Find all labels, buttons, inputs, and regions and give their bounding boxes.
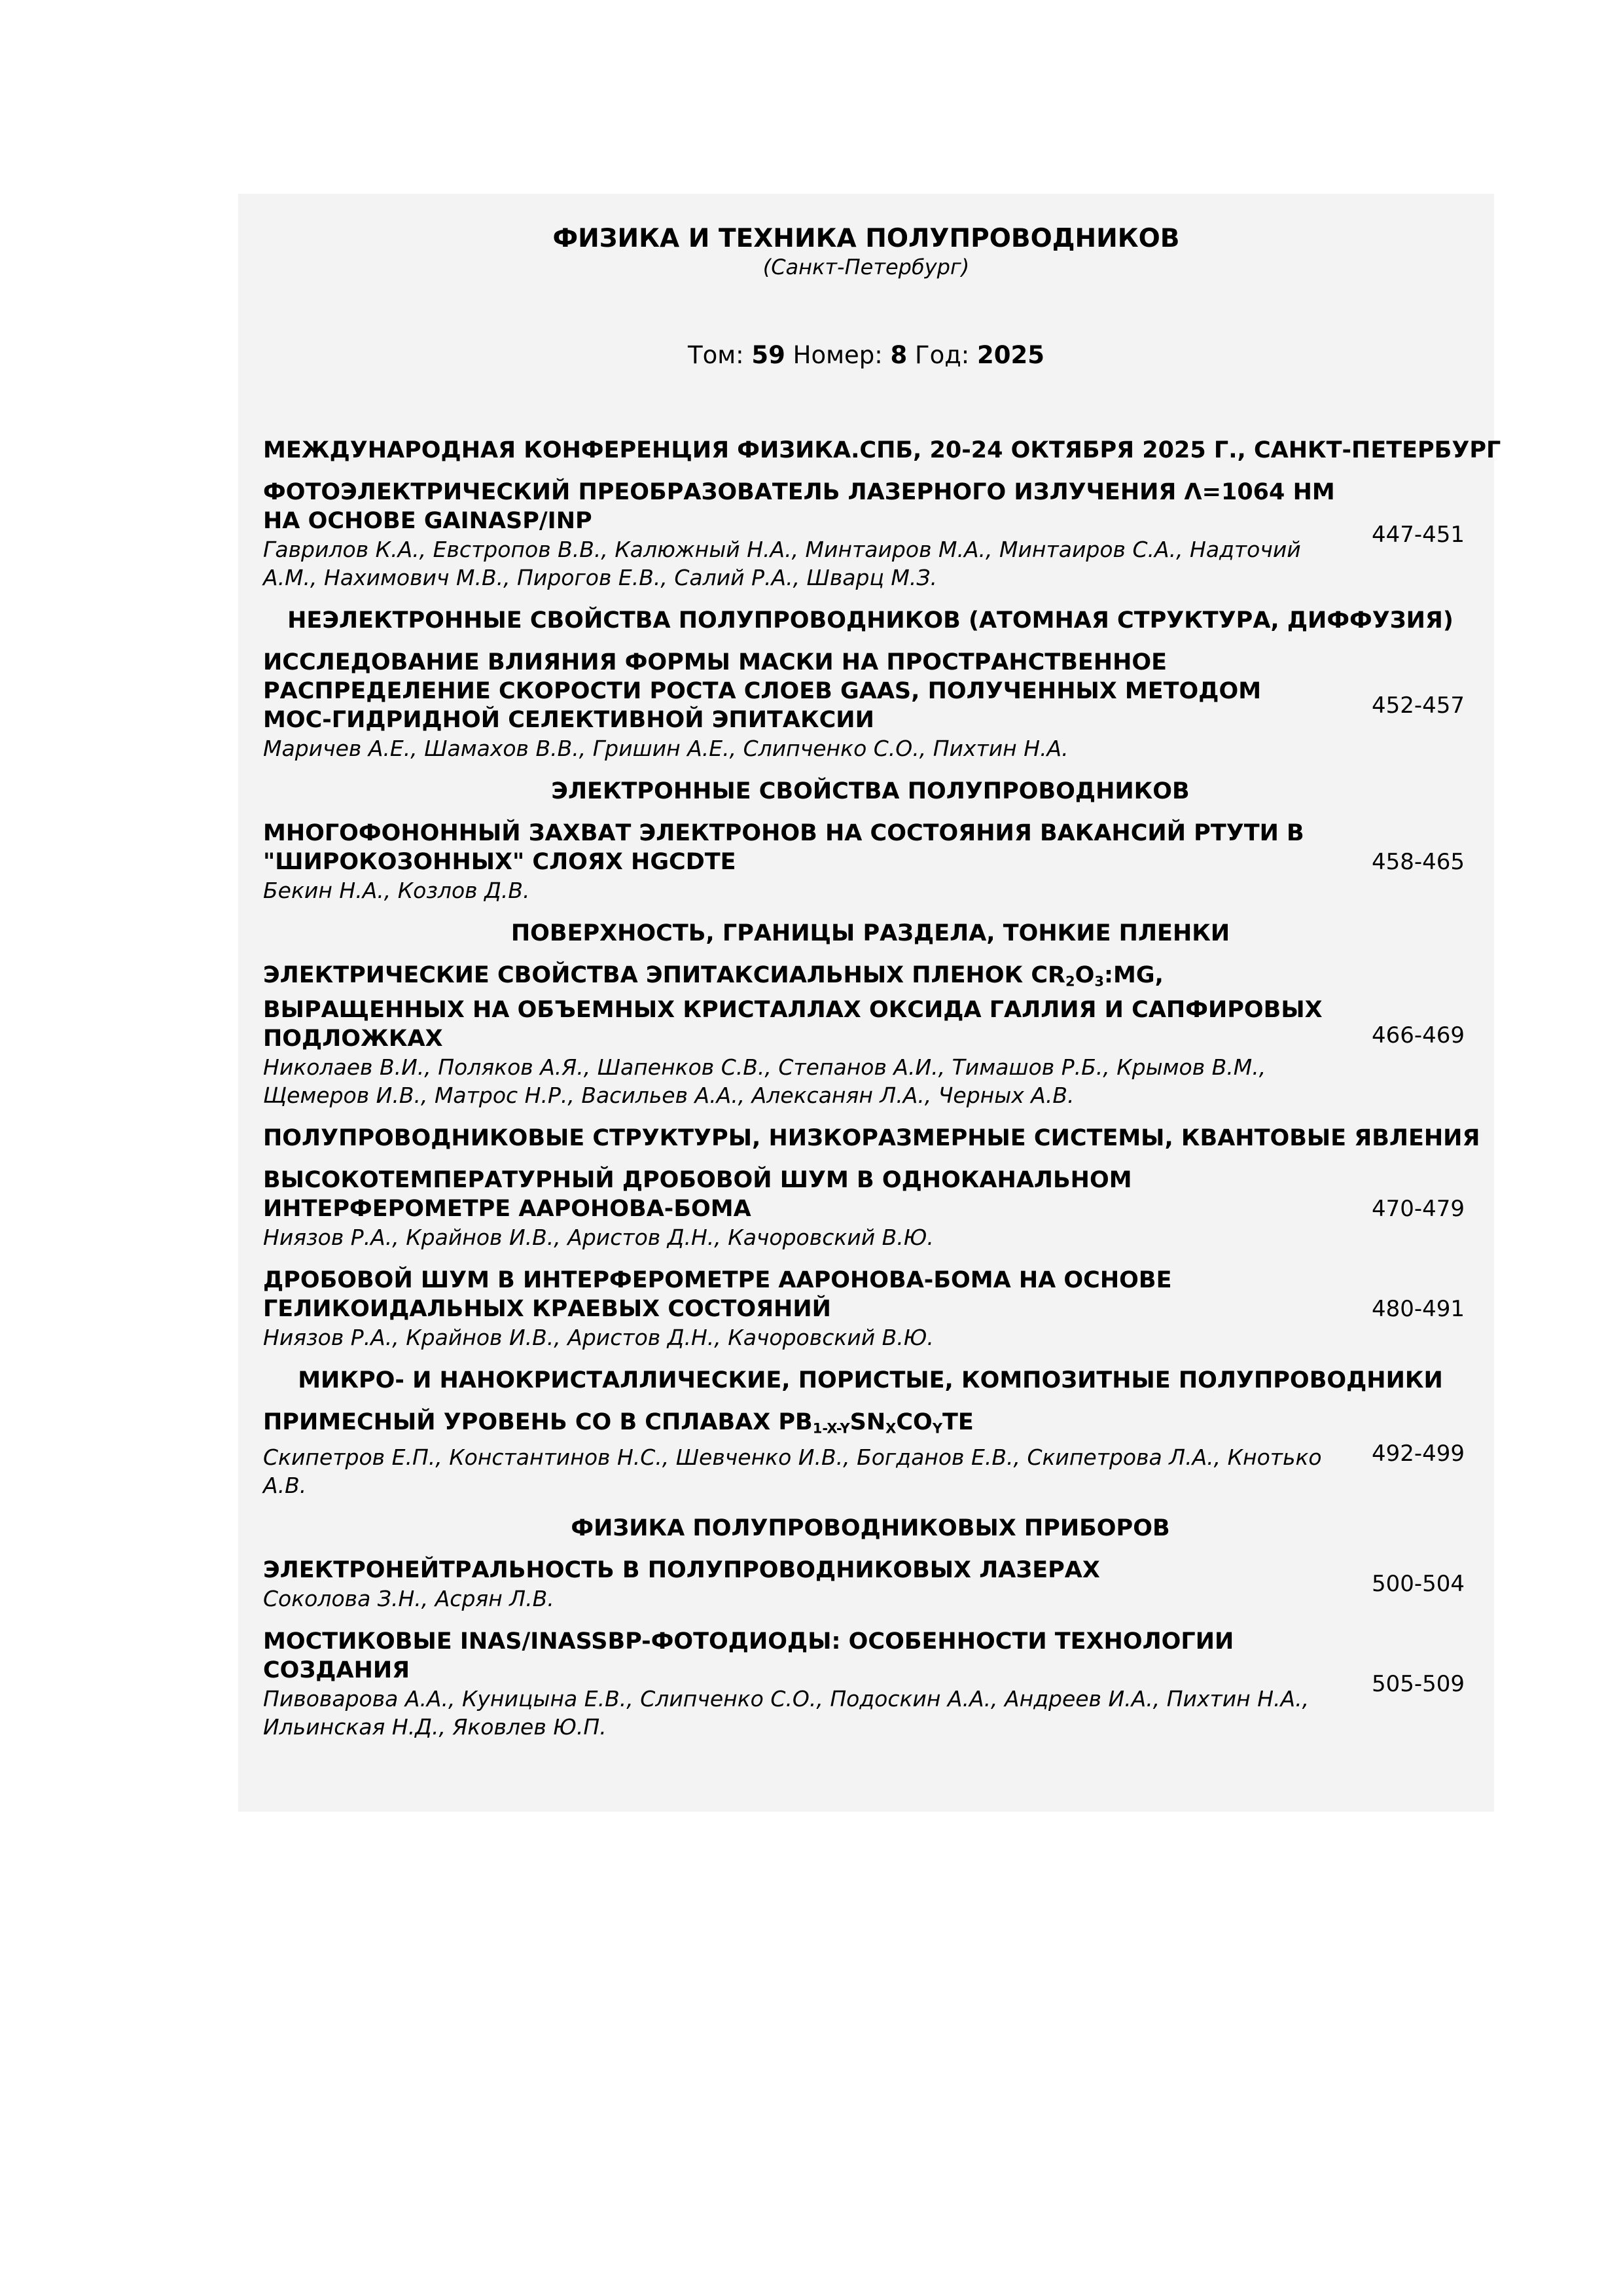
article-text <box>263 1408 1336 1499</box>
article-entry <box>263 1627 1478 1741</box>
article-authors: Ниязов Р.А., Крайнов И.В., Аристов Д.Н., Качоровский В.Ю. <box>263 1225 934 1251</box>
journal-city: (Санкт-Петербург) <box>762 255 970 279</box>
article-text <box>263 478 1336 592</box>
contents-sheet <box>238 194 1501 1812</box>
article-title[interactable]: ЭЛЕКТРОНЕЙТРАЛЬНОСТЬ В ПОЛУПРОВОДНИКОВЫХ ЛАЗЕРАХ <box>263 1556 1100 1583</box>
article-authors: Николаев В.И., Поляков А.Я., Шапенков С.В., Степанов А.И., Тимашов Р.Б., Крымов В.М., Щемеров И.В., Матрос Н.Р., Васильев А.А., Алексанян Л.А., Черных А.В. <box>263 1054 1266 1109</box>
article-authors: Маричев А.Е., Шамахов В.В., Гришин А.Е., Слипченко С.О., Пихтин Н.А. <box>263 736 1069 761</box>
article-pages: 500-504 <box>1372 1571 1465 1597</box>
article-entry <box>263 648 1478 762</box>
issue-info <box>238 340 1494 370</box>
article-pages: 505-509 <box>1372 1670 1465 1697</box>
article-title[interactable]: МОСТИКОВЫЕ INAS/INASSBP-ФОТОДИОДЫ: ОСОБЕННОСТИ ТЕХНОЛОГИИ СОЗДАНИЯ <box>263 1628 1234 1683</box>
article-entry <box>263 819 1478 905</box>
article-authors: Ниязов Р.А., Крайнов И.В., Аристов Д.Н., Качоровский В.Ю. <box>263 1325 934 1351</box>
article-title[interactable]: ФОТОЭЛЕКТРИЧЕСКИЙ ПРЕОБРАЗОВАТЕЛЬ ЛАЗЕРНОГО ИЗЛУЧЕНИЯ Λ=1064 НМ НА ОСНОВЕ GAINASP/INP <box>263 479 1335 534</box>
article-text <box>263 1627 1336 1741</box>
article-text <box>263 1266 1336 1352</box>
article-pages: 492-499 <box>1372 1440 1465 1467</box>
article-authors: Бекин Н.А., Козлов Д.В. <box>263 878 530 903</box>
section-heading: НЕЭЛЕКТРОННЫЕ СВОЙСТВА ПОЛУПРОВОДНИКОВ (АТОМНАЯ СТРУКТУРА, ДИФФУЗИЯ) <box>287 607 1454 634</box>
article-authors: Гаврилов К.А., Евстропов В.В., Калюжный Н.А., Минтаиров М.А., Минтаиров С.А., Надточий А.М., Нахимович М.В., Пирогов Е.В., Салий Р.А., Шварц М.З. <box>263 537 1301 590</box>
section-heading: МИКРО- И НАНОКРИСТАЛЛИЧЕСКИЕ, ПОРИСТЫЕ, КОМПОЗИТНЫЕ ПОЛУПРОВОДНИКИ <box>298 1367 1443 1394</box>
section-heading: ПОЛУПРОВОДНИКОВЫЕ СТРУКТУРЫ, НИЗКОРАЗМЕРНЫЕ СИСТЕМЫ, КВАНТОВЫЕ ЯВЛЕНИЯ <box>263 1125 1480 1152</box>
section-heading: ПОВЕРХНОСТЬ, ГРАНИЦЫ РАЗДЕЛА, ТОНКИЕ ПЛЕНКИ <box>510 920 1230 946</box>
article-entry <box>263 1166 1478 1251</box>
section-heading: МЕЖДУНАРОДНАЯ КОНФЕРЕНЦИЯ ФИЗИКА.СПБ, 20-24 ОКТЯБРЯ 2025 Г., САНКТ-ПЕТЕРБУРГ <box>263 437 1501 463</box>
article-pages: 452-457 <box>1372 692 1465 719</box>
article-text <box>263 819 1336 905</box>
article-title[interactable]: ЭЛЕКТРИЧЕСКИЕ СВОЙСТВА ЭПИТАКСИАЛЬНЫХ ПЛЕНОК $CR_2O_3:MG$, ВЫРАЩЕННЫХ НА ОБЪЕМНЫХ КРИСТАЛЛАХ ОКСИДА ГАЛЛИЯ И САПФИРОВЫХ ПОДЛОЖКАХ <box>263 962 1323 1052</box>
year-label: Год: <box>915 341 970 369</box>
volume-value: 59 <box>751 341 785 369</box>
article-pages: 447-451 <box>1372 522 1465 548</box>
article-title[interactable]: МНОГОФОНОННЫЙ ЗАХВАТ ЭЛЕКТРОНОВ НА СОСТОЯНИЯ ВАКАНСИЙ РТУТИ В "ШИРОКОЗОННЫХ" СЛОЯХ HGCDTE <box>263 820 1304 875</box>
volume-label: Том: <box>687 341 744 369</box>
article-text <box>263 961 1336 1109</box>
section-heading: ЭЛЕКТРОННЫЕ СВОЙСТВА ПОЛУПРОВОДНИКОВ <box>551 778 1190 804</box>
article-title[interactable]: ДРОБОВОЙ ШУМ В ИНТЕРФЕРОМЕТРЕ ААРОНОВА-БОМА НА ОСНОВЕ ГЕЛИКОИДАЛЬНЫХ КРАЕВЫХ СОСТОЯНИЙ <box>263 1267 1172 1323</box>
article-authors: Пивоварова А.А., Куницына Е.В., Слипченко С.О., Подоскин А.А., Андреев И.А., Пихтин Н.А., Ильинская Н.Д., Яковлев Ю.П. <box>263 1685 1310 1740</box>
article-entry <box>263 1408 1478 1499</box>
article-pages: 470-479 <box>1372 1195 1465 1222</box>
article-entry <box>263 478 1478 592</box>
year-value: 2025 <box>977 341 1045 369</box>
article-title[interactable]: ИССЛЕДОВАНИЕ ВЛИЯНИЯ ФОРМЫ МАСКИ НА ПРОСТРАНСТВЕННОЕ РАСПРЕДЕЛЕНИЕ СКОРОСТИ РОСТА СЛОЕВ GAAS, ПОЛУЧЕННЫХ МЕТОДОМ МОС-ГИДРИДНОЙ СЕЛЕКТИВНОЙ ЭПИТАКСИИ <box>263 649 1262 733</box>
table-of-contents <box>263 436 1501 1755</box>
article-pages: 480-491 <box>1372 1295 1465 1322</box>
article-text <box>263 648 1336 762</box>
article-entry <box>263 1266 1478 1352</box>
number-value: 8 <box>890 341 908 369</box>
article-entry <box>263 1556 1478 1613</box>
number-label: Номер: <box>793 341 883 369</box>
article-entry <box>263 961 1478 1109</box>
section-heading: ФИЗИКА ПОЛУПРОВОДНИКОВЫХ ПРИБОРОВ <box>571 1515 1170 1541</box>
article-authors: Соколова З.Н., Асрян Л.В. <box>263 1585 554 1611</box>
article-pages: 458-465 <box>1372 848 1465 875</box>
article-authors: Скипетров Е.П., Константинов Н.С., Шевченко И.В., Богданов Е.В., Скипетрова Л.А., Кнотько А.В. <box>263 1444 1322 1498</box>
journal-title: ФИЗИКА И ТЕХНИКА ПОЛУПРОВОДНИКОВ <box>552 224 1180 253</box>
article-title[interactable]: ПРИМЕСНЫЙ УРОВЕНЬ CO В СПЛАВАХ $PB_{1-X-Y}SN_XCO_YTE$ <box>263 1409 974 1437</box>
article-text <box>263 1166 1336 1251</box>
article-title[interactable]: ВЫСОКОТЕМПЕРАТУРНЫЙ ДРОБОВОЙ ШУМ В ОДНОКАНАЛЬНОМ ИНТЕРФЕРОМЕТРЕ ААРОНОВА-БОМА <box>263 1167 1132 1223</box>
article-pages: 466-469 <box>1372 1022 1465 1049</box>
article-text <box>263 1556 1336 1613</box>
